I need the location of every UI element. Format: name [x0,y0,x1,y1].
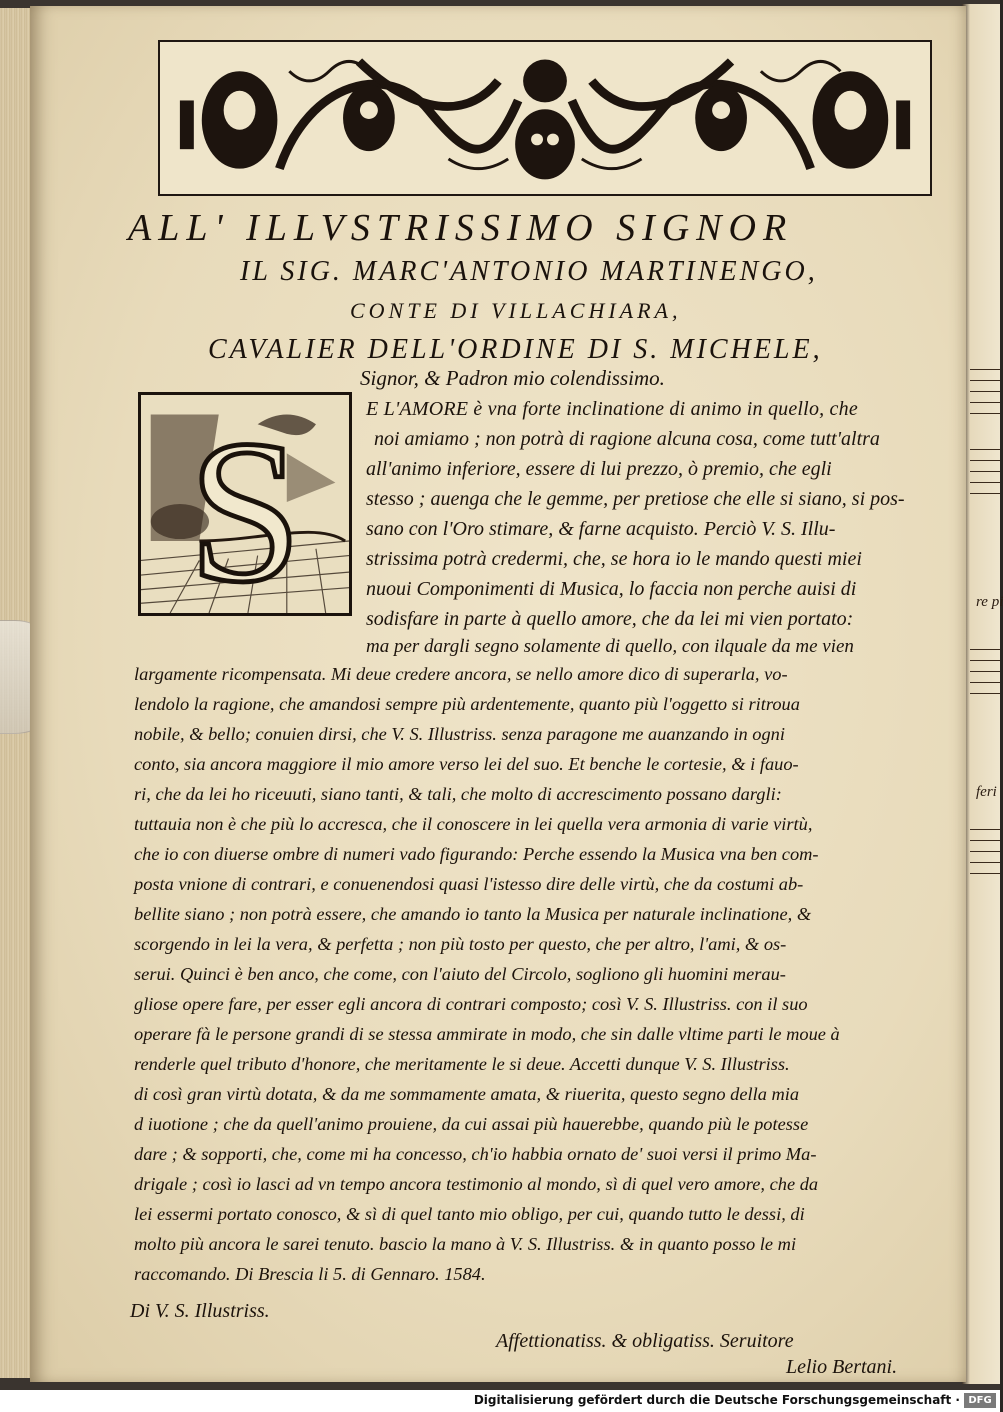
body-line: che io con diuerse ombre di numeri vado figurando: Perche essendo la Musica vna ben com- [134,844,819,864]
woodcut-headpiece [158,40,932,196]
body-line: di così gran virtù dotata, & da me sommamente amata, & riuerita, questo segno della mia [134,1084,800,1104]
closing-salutation: Di V. S. Illustriss. [130,1300,270,1322]
body-line: nuoui Componimenti di Musica, lo faccia non perche auisi di [366,578,857,600]
svg-text:S: S [188,398,302,625]
music-staff [970,824,1000,884]
music-staff [970,364,1000,424]
facing-page-fragment: feri [976,784,997,800]
body-line: dare ; & sopporti, che, come mi ha concesso, ch'io habbia ornato de' suoi versi il primo Ma- [134,1144,817,1164]
body-line: renderle quel tributo d'honore, che meritamente le si deue. Accetti dunque V. S. Illustriss. [134,1054,790,1074]
body-line: all'animo inferiore, essere di lui prezzo, ò premio, che egli [366,458,832,480]
body-line: largamente ricompensata. Mi deue credere ancora, se nello amore dico di superarla, vo- [134,664,788,684]
facing-page-edge [962,4,1003,1384]
dedicatee-title: CONTE DI VILLACHIARA, [350,298,682,323]
body-line: gliose opere fare, per esser egli ancora di contrari composto; così V. S. Illustriss. con il suo [134,994,808,1014]
author-signature: Lelio Bertani. [786,1356,898,1378]
body-line: d iuotione ; che da quell'animo prouiene, da cui assai più hauerebbe, quando più le potesse [134,1114,809,1134]
body-line: E L'AMORE è vna forte inclinatione di animo in quello, che [366,398,858,420]
body-line: molto più ancora le sarei tenuto. bascio la mano à V. S. Illustriss. & in quanto posso le mi [134,1234,797,1254]
digitization-footer [0,1390,1000,1412]
body-line: sano con l'Oro stimare, & farne acquisto. Perciò V. S. Illu- [366,518,836,540]
body-line: posta vnione di contrari, e conuenendosi quasi l'istesso dire delle virtù, che da costumi ab- [134,874,804,894]
body-line: raccomando. Di Brescia li 5. di Gennaro. 1584. [134,1264,486,1284]
music-staff [970,444,1000,504]
dedicatee-name: IL SIG. MARC'ANTONIO MARTINENGO, [240,256,818,287]
closing-servant: Affettionatiss. & obligatiss. Seruitore [496,1330,794,1352]
body-line: sodisfare in parte à quello amore, che da lei mi vien portato: [366,608,854,630]
dedicatee-order: CAVALIER DELL'ORDINE DI S. MICHELE, [208,334,823,365]
body-line: strissima potrà credermi, che, se hora io le mando questi miei [366,548,862,570]
body-line: lendolo la ragione, che amandosi sempre più ardentemente, quanto più l'oggetto si ritroua [134,694,800,714]
body-line: ri, che da lei ho riceuuti, siano tanti, & tali, che molto di accrescimento possano dargli: [134,784,782,804]
dedicatee-address: Signor, & Padron mio colendissimo. [360,366,665,390]
body-line: stesso ; auenga che le gemme, per pretiose che elle si siano, si pos- [366,488,905,510]
body-line: nobile, & bello; conuien dirsi, che V. S. Illustriss. senza paragone me auanzando in ogni [134,724,785,744]
music-staff [970,644,1000,704]
footer-credit: Digitalisierung gefördert durch die Deutsche Forschungsgemeinschaft · [473,1393,960,1407]
dfg-logo: DFG [964,1393,996,1408]
body-line: scorgendo in lei la vera, & perfetta ; non più tosto per questo, che per altro, l'ami, & os- [134,934,787,954]
body-line: serui. Quinci è ben anco, che come, con l'aiuto del Circolo, sogliono gli huomini merau- [134,964,786,984]
body-line: lei essermi portato conosco, & sì di quel tanto mio obligo, per cui, quando tutto le dessi, di [134,1204,805,1224]
dedication-title: ALL' ILLVSTRISSIMO SIGNOR [128,207,794,249]
facing-page-fragment: re pi [976,594,1003,610]
body-line: bellite siano ; non potrà essere, che amando io tanto la Musica per naturale inclinatione, & [134,904,812,924]
decorated-initial [138,392,352,625]
body-line: tuttauia non è che più lo accresca, che il conoscere in lei quella vera armonia di varie virtù, [134,814,813,834]
body-line: ma per dargli segno solamente di quello, con ilquale da me vien [366,636,854,657]
body-line: noi amiamo ; non potrà di ragione alcuna cosa, come tutt'altra [374,428,880,450]
body-line: operare fà le persone grandi di se stessa ammirate in modo, che sin dalle vltime parti le moue à [134,1024,840,1044]
body-line: conto, sia ancora maggiore il mio amore verso lei del suo. Et benche le cortesie, & i fauo- [134,754,799,774]
body-line: drigale ; così io lasci ad vn tempo ancora testimonio al mondo, sì di quel vero amore, che da [134,1174,819,1194]
